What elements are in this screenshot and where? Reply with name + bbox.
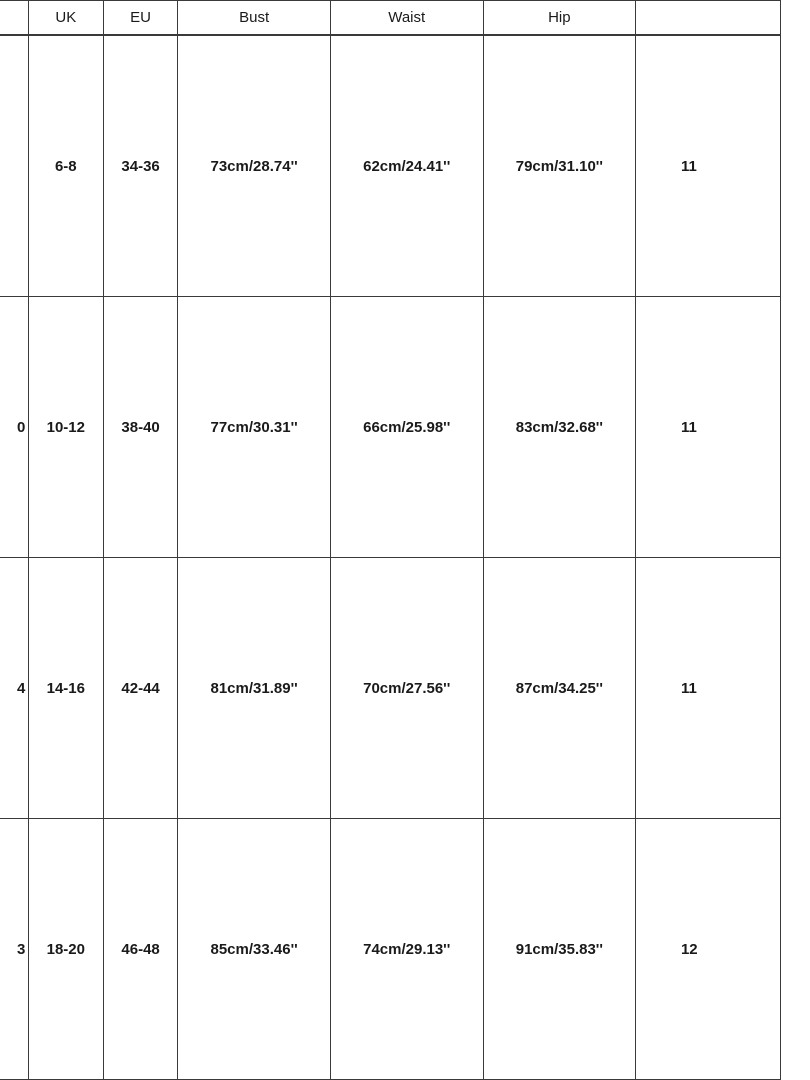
cell-extra: 11 (635, 35, 780, 297)
cell-eu: 46-48 (103, 819, 178, 1080)
cell-eu: 34-36 (103, 35, 178, 297)
cell-bust: 73cm/28.74'' (178, 35, 330, 297)
cell-waist: 70cm/27.56'' (330, 558, 483, 819)
header-cell-uk: UK (28, 1, 103, 36)
cell-us: 4 (0, 558, 28, 819)
cell-waist: 62cm/24.41'' (330, 35, 483, 297)
cell-us: 3 (0, 819, 28, 1080)
cell-eu: 38-40 (103, 297, 178, 558)
cell-extra: 11 (635, 297, 780, 558)
cell-waist: 74cm/29.13'' (330, 819, 483, 1080)
table-row (0, 297, 781, 558)
cell-uk: 14-16 (28, 558, 103, 819)
cell-eu: 42-44 (103, 558, 178, 819)
cell-hip: 79cm/31.10'' (483, 35, 635, 297)
cell-bust: 85cm/33.46'' (178, 819, 330, 1080)
cell-bust: 81cm/31.89'' (178, 558, 330, 819)
header-cell-us (0, 1, 28, 36)
header-cell-extra (635, 1, 780, 36)
header-cell-waist: Waist (330, 1, 483, 36)
cell-us: 0 (0, 297, 28, 558)
cell-us (0, 35, 28, 297)
cell-extra: 11 (635, 558, 780, 819)
table-row (0, 35, 781, 297)
cell-uk: 18-20 (28, 819, 103, 1080)
table-row (0, 819, 781, 1080)
cell-hip: 91cm/35.83'' (483, 819, 635, 1080)
cell-uk: 6-8 (28, 35, 103, 297)
table-row (0, 558, 781, 819)
cell-bust: 77cm/30.31'' (178, 297, 330, 558)
cell-waist: 66cm/25.98'' (330, 297, 483, 558)
header-cell-eu: EU (103, 1, 178, 36)
cell-hip: 83cm/32.68'' (483, 297, 635, 558)
table-header-row (0, 1, 781, 36)
cell-uk: 10-12 (28, 297, 103, 558)
cell-extra: 12 (635, 819, 780, 1080)
cell-hip: 87cm/34.25'' (483, 558, 635, 819)
header-cell-hip: Hip (483, 1, 635, 36)
header-cell-bust: Bust (178, 1, 330, 36)
